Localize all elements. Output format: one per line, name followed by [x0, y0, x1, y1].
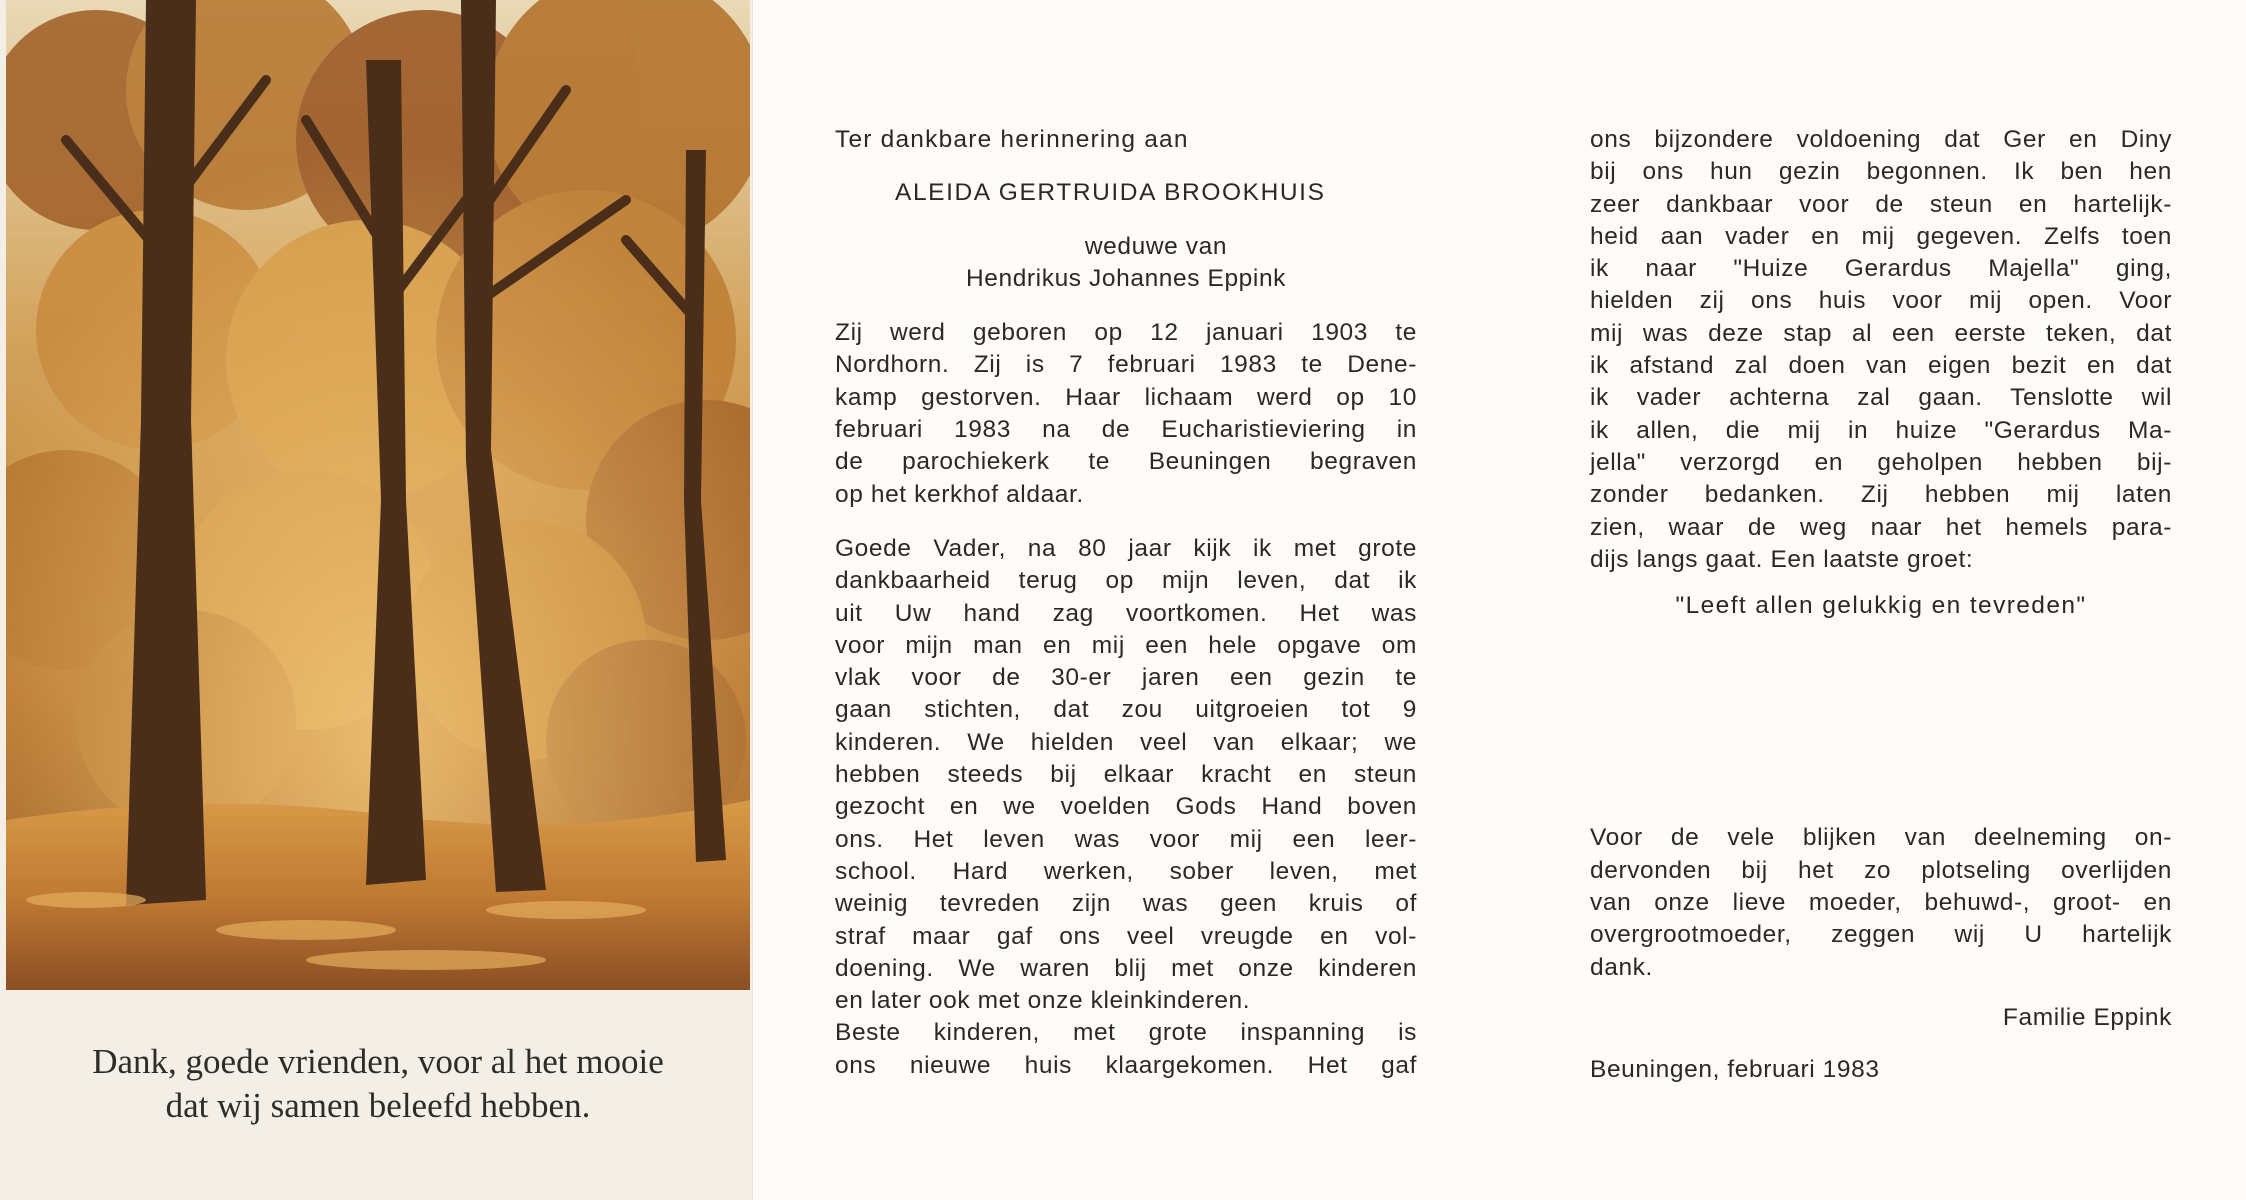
thanks-line: Voor de vele blijken van deelneming on- — [1590, 824, 2172, 852]
caption-line: dat wij samen beleefd hebben. — [165, 1086, 591, 1125]
biography-line: op het kerkhof aldaar. — [835, 480, 1084, 508]
letter-line: dijs langs gaat. Een laatste groet: — [1590, 545, 1974, 573]
autumn-forest-photo — [6, 0, 750, 990]
deceased-name: ALEIDA GERTRUIDA BROOKHUIS — [895, 179, 1326, 207]
spouse-name: Hendrikus Johannes Eppink — [965, 264, 1287, 292]
letter-line: ons nieuwe huis klaargekomen. Het gaf — [835, 1051, 1417, 1079]
letter-line: Beste kinderen, met grote inspanning is — [835, 1019, 1417, 1047]
letter-line: uit Uw hand zag voortkomen. Het was — [835, 599, 1417, 627]
farewell-quote: "Leeft allen gelukkig en tevreden" — [1675, 592, 2087, 620]
caption-line: Dank, goede vrienden, voor al het mooie — [92, 1042, 664, 1081]
letter-line: straf maar gaf ons veel vreugde en vol- — [835, 922, 1417, 950]
letter-line: ons. Het leven was voor mij een leer- — [835, 825, 1417, 853]
photo-panel — [0, 0, 753, 1200]
letter-line: zonder bedanken. Zij hebben mij laten — [1590, 481, 2172, 509]
letter-line: bij ons hun gezin begonnen. Ik ben hen — [1590, 158, 2172, 186]
letter-line: jella" verzorgd en geholpen hebben bij- — [1590, 448, 2172, 476]
letter-line: gezocht en we voelden Gods Hand boven — [835, 793, 1417, 821]
letter-line: hielden zij ons huis voor mij open. Voor — [1590, 287, 2172, 315]
biography-line: Zij werd geboren op 12 januari 1903 te — [835, 319, 1417, 347]
family-signature: Familie Eppink — [2002, 1003, 2172, 1031]
thanks-line: overgrootmoeder, zeggen wij U hartelijk — [1590, 921, 2172, 949]
biography-line: kamp gestorven. Haar lichaam werd op 10 — [835, 383, 1417, 411]
letter-line: ik naar "Huize Gerardus Majella" ging, — [1590, 255, 2172, 283]
letter-line: weinig tevreden zijn was geen kruis of — [835, 890, 1417, 918]
biography-line: februari 1983 na de Eucharistieviering in — [835, 416, 1417, 444]
letter-line: doening. We waren blij met onze kinderen — [835, 954, 1417, 982]
letter-line: voor mijn man en mij een hele opgave om — [835, 631, 1417, 659]
letter-line: Goede Vader, na 80 jaar kijk ik met grote — [835, 534, 1417, 562]
letter-line: ik allen, die mij in huize "Gerardus Ma- — [1590, 416, 2172, 444]
letter-line: vlak voor de 30-er jaren een gezin te — [835, 664, 1417, 692]
thanks-line: van onze lieve moeder, behuwd-, groot- en — [1590, 889, 2172, 917]
letter-line: school. Hard werken, sober leven, met — [835, 857, 1417, 885]
letter-line: en later ook met onze kleinkinderen. — [835, 987, 1251, 1015]
widow-label: weduwe van — [1084, 232, 1228, 260]
letter-line: heid aan vader en mij gegeven. Zelfs toen — [1590, 222, 2172, 250]
letter-line: hebben steeds bij elkaar kracht en steun — [835, 761, 1417, 789]
letter-line: ons bijzondere voldoening dat Ger en Diny — [1590, 126, 2172, 153]
letter-line: ik afstand zal doen van eigen bezit en dat — [1590, 352, 2172, 380]
biography-line: de parochiekerk te Beuningen begraven — [835, 448, 1417, 476]
thanks-line: dervonden bij het zo plotseling overlijden — [1590, 856, 2172, 884]
letter-line: dankbaarheid terug op mijn leven, dat ik — [835, 567, 1417, 595]
letter-line: mij was deze stap al een eerste teken, dat — [1590, 319, 2172, 347]
letter-line: gaan stichten, dat zou uitgroeien tot 9 — [835, 696, 1417, 724]
thanks-line: dank. — [1590, 953, 1653, 981]
place-date: Beuningen, februari 1983 — [1590, 1056, 1880, 1084]
biography-line: Nordhorn. Zij is 7 februari 1983 te Dene- — [835, 351, 1417, 379]
intro-text: Ter dankbare herinnering aan — [835, 126, 1189, 153]
letter-line: zien, waar de weg naar het hemels para- — [1590, 513, 2172, 541]
letter-line: ik vader achterna zal gaan. Tenslotte wil — [1590, 384, 2172, 412]
letter-line: kinderen. We hielden veel van elkaar; we — [835, 728, 1417, 756]
letter-line: zeer dankbaar voor de steun en hartelijk- — [1590, 190, 2172, 218]
right-column — [1590, 124, 2172, 1087]
photo-caption — [6, 1040, 750, 1128]
middle-column — [835, 124, 1417, 1082]
